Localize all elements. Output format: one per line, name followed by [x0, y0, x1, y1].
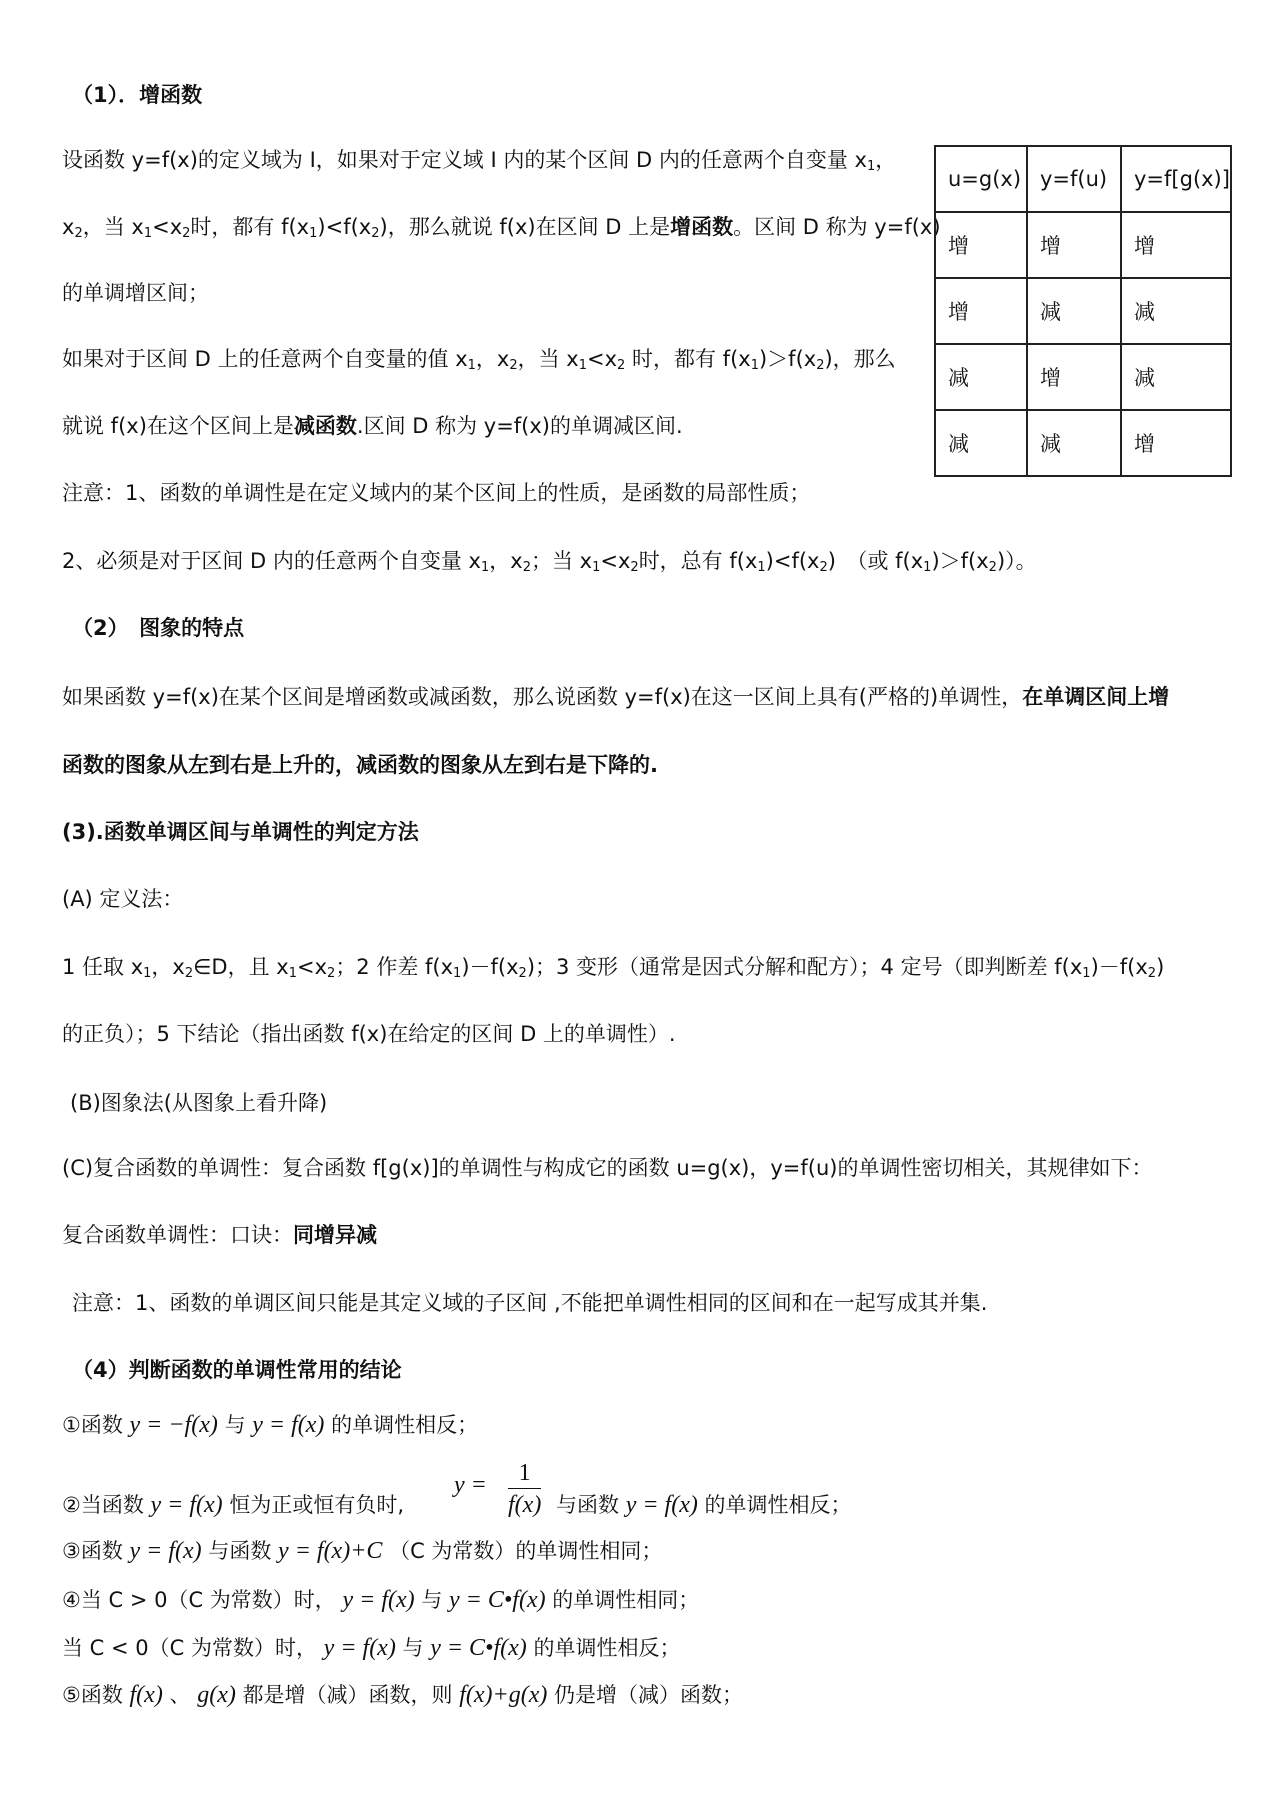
text: <x [600, 549, 631, 573]
fraction-denominator: f(x) [508, 1492, 542, 1518]
subscript: 2 [819, 560, 828, 575]
text: ，x [475, 347, 510, 371]
text: <x [587, 347, 618, 371]
subscript: 1 [592, 560, 601, 575]
method-c: (C)复合函数的单调性：复合函数 f[g(x)]的单调性与构成它的函数 u=g(x)，y=f(u)的单调性密切相关，其规律如下： [62, 1156, 1153, 1180]
text: 、 [169, 1683, 191, 1707]
rule-4 [62, 1585, 699, 1615]
formula: y = f(x)+C [278, 1538, 383, 1564]
subscript: 1 [578, 358, 588, 373]
table-cell: 增 [1121, 212, 1231, 278]
table-row [935, 212, 1231, 278]
text: )－f(x [1090, 955, 1148, 979]
text: 与函数 [556, 1493, 619, 1517]
text: 都是增（减）函数，则 [242, 1683, 453, 1707]
subscript: 1 [288, 966, 297, 981]
section3-heading: (3).函数单调区间与单调性的判定方法 [62, 820, 419, 844]
table-cell: 减 [1027, 278, 1121, 344]
text: 时，都有 f(x [190, 215, 310, 239]
subscript: 2 [74, 226, 83, 241]
subscript: 2 [518, 966, 527, 981]
subscript: 2 [182, 226, 191, 241]
table-row [935, 278, 1231, 344]
text: ；当 x [530, 549, 593, 573]
text: 如果对于区间 D 上的任意两个自变量的值 x [62, 347, 468, 371]
text: )；3 变形（通常是因式分解和配方）；4 定号（即判断差 f(x [526, 955, 1083, 979]
table-cell: 减 [1121, 344, 1231, 410]
table-row [935, 344, 1231, 410]
table-cell: 增 [1027, 344, 1121, 410]
text: ，x [489, 549, 523, 573]
table-cell: 增 [1121, 410, 1231, 476]
increasing-definition-line3: 的单调增区间； [62, 281, 209, 305]
text: 设函数 y=f(x)的定义域为 I，如果对于定义域 I 内的某个区间 D 内的任意两个自变量 x [62, 148, 867, 172]
table-header-cell: u=g(x) [935, 146, 1027, 212]
section4-heading: （4）判断函数的单调性常用的结论 [72, 1358, 402, 1382]
table-header-row [935, 146, 1231, 212]
mnemonic: 同增异减 [293, 1223, 377, 1247]
text: 。区间 D 称为 y=f(x) [733, 215, 941, 239]
text: 时，总有 f(x [638, 549, 758, 573]
method-a-steps-line1 [62, 952, 1164, 989]
section1-heading: （1）．增函数 [72, 83, 203, 107]
text: ) （或 f(x [827, 549, 924, 573]
formula: y = f(x) [150, 1492, 223, 1518]
subscript: 2 [1147, 966, 1157, 981]
subscript: 1 [757, 560, 766, 575]
text: 与 [224, 1413, 246, 1437]
note-1: 注意：1、函数的单调性是在定义域内的某个区间上的性质，是函数的局部性质； [62, 481, 811, 505]
increasing-definition-line1: 设函数 y=f(x)的定义域为 I，如果对于定义域 I 内的某个区间 D 内的任意两个自变量 $x_1$， [62, 148, 897, 174]
text: .区间 D 称为 y=f(x)的单调减区间. [356, 414, 683, 438]
subscript: 2 [371, 226, 380, 241]
text: )，那么就说 f(x)在区间 D 上是 [379, 215, 671, 239]
text: 时，都有 f(x [625, 347, 751, 371]
graph-feature-line1 [62, 682, 1169, 712]
note-2 [62, 546, 1037, 583]
formula: y = −f(x) [129, 1412, 218, 1438]
subscript: 2 [617, 358, 626, 373]
text: )）。 [996, 549, 1037, 573]
table-cell: 增 [935, 278, 1027, 344]
text: （C 为常数）的单调性相同； [389, 1539, 663, 1563]
subscript: 1 [143, 226, 153, 241]
text: )＞f(x [758, 347, 817, 371]
subscript: 1 [309, 226, 318, 241]
subscript: 1 [750, 358, 759, 373]
subscript: 2 [988, 560, 997, 575]
section3-note: 注意：1、函数的单调区间只能是其定义域的子区间 ,不能把单调性相同的区间和在一起写成其并集. [72, 1291, 988, 1315]
formula-lhs: y = [454, 1472, 487, 1498]
formula: y = f(x) [129, 1538, 202, 1564]
section2-heading: （2） 图象的特点 [72, 616, 245, 640]
reciprocal-formula [456, 1458, 541, 1521]
rule-4-negative [62, 1633, 680, 1663]
text: 与 [421, 1588, 443, 1612]
subscript: 1 [1082, 966, 1091, 981]
subscript: 2 [816, 358, 825, 373]
formula: y = f(x) [323, 1635, 396, 1661]
table-cell: 减 [1121, 278, 1231, 344]
table-cell: 减 [1027, 410, 1121, 476]
bold-text: 在单调区间上增 [1022, 685, 1170, 709]
formula: y = f(x) [252, 1412, 325, 1438]
text: 就说 f(x)在这个区间上是 [62, 414, 294, 438]
text: 仍是增（减）函数； [554, 1683, 744, 1707]
text: ，当 x [82, 215, 144, 239]
text: )<f(x [317, 215, 372, 239]
rule-2 [62, 1490, 404, 1520]
increasing-definition-line2 [62, 212, 941, 249]
subscript: 2 [327, 966, 336, 981]
table-header-cell: y=f[g(x)] [1121, 146, 1231, 212]
text: 当 C < 0（C 为常数）时， [62, 1636, 317, 1660]
method-b: (B)图象法(从图象上看升降) [70, 1091, 328, 1115]
text: <x [152, 215, 183, 239]
subscript: 2 [509, 358, 518, 373]
decreasing-definition-line1 [62, 344, 896, 381]
text: )<f(x [765, 549, 820, 573]
text: 与函数 [208, 1539, 272, 1563]
subscript: 2 [630, 560, 639, 575]
text: ③函数 [62, 1539, 123, 1563]
text: 的单调性相反； [533, 1636, 681, 1660]
bold-term: 增函数 [670, 215, 734, 239]
rule-5 [62, 1680, 743, 1710]
text: <x [297, 955, 328, 979]
method-a-title: (A) 定义法： [62, 887, 184, 911]
text: ∈D，且 x [193, 955, 289, 979]
text: )－f(x [461, 955, 519, 979]
formula: y = f(x) [625, 1492, 698, 1518]
decreasing-definition-line2 [62, 411, 683, 441]
text: 的单调性相反； [704, 1493, 852, 1517]
formula: g(x) [197, 1682, 236, 1708]
table-header-cell: y=f(u) [1027, 146, 1121, 212]
text: ，当 x [517, 347, 579, 371]
text: 2、必须是对于区间 D 内的任意两个自变量 x [62, 549, 481, 573]
text: 的单调性相同； [552, 1588, 700, 1612]
rule-1 [62, 1410, 478, 1440]
formula: y = f(x) [342, 1587, 415, 1613]
text: x [62, 215, 75, 239]
table-cell: 增 [1027, 212, 1121, 278]
rule-3 [62, 1536, 662, 1566]
bold-term: 减函数 [293, 414, 357, 438]
table-cell: 减 [935, 410, 1027, 476]
table-cell: 增 [935, 212, 1027, 278]
graph-feature-line2: 函数的图象从左到右是上升的，减函数的图象从左到右是下降的. [62, 753, 658, 777]
subscript: 2 [184, 966, 194, 981]
subscript: 1 [480, 560, 490, 575]
text: 与 [402, 1636, 424, 1660]
text: ④当 C > 0（C 为常数）时， [62, 1588, 336, 1612]
subscript: 1 [467, 358, 476, 373]
text: 如果函数 y=f(x)在某个区间是增函数或减函数，那么说函数 y=f(x)在这一区间上具有(严格的)单调性， [62, 685, 1023, 709]
method-a-steps-line2: 的正负）；5 下结论（指出函数 f(x)在给定的区间 D 上的单调性）. [62, 1022, 676, 1046]
formula: f(x) [129, 1682, 163, 1708]
subscript: 1 [866, 159, 876, 174]
mnemonic-line [62, 1220, 377, 1250]
composite-monotonicity-table [934, 145, 1232, 477]
text: )＞f(x [931, 549, 989, 573]
text: ⑤函数 [62, 1683, 123, 1707]
formula: y = C•f(x) [430, 1635, 527, 1661]
text: ) [1156, 955, 1165, 979]
subscript: 1 [143, 966, 152, 981]
table-cell: 减 [935, 344, 1027, 410]
text: ；2 作差 f(x [335, 955, 454, 979]
text: 复合函数单调性：口诀： [62, 1223, 293, 1247]
text: ②当函数 [62, 1493, 144, 1517]
subscript: 2 [522, 560, 531, 575]
formula: f(x)+g(x) [459, 1682, 548, 1708]
text: )，那么 [824, 347, 896, 371]
text: ，x [151, 955, 185, 979]
table-row [935, 410, 1231, 476]
text: ①函数 [62, 1413, 123, 1437]
text: 1 任取 x [62, 955, 144, 979]
text: 的单调性相反； [331, 1413, 479, 1437]
fraction-numerator: 1 [508, 1458, 541, 1489]
rule-2-tail [556, 1490, 852, 1520]
text: 恒为正或恒有负时, [229, 1493, 405, 1517]
subscript: 1 [453, 966, 462, 981]
subscript: 1 [923, 560, 932, 575]
formula: y = C•f(x) [449, 1587, 546, 1613]
